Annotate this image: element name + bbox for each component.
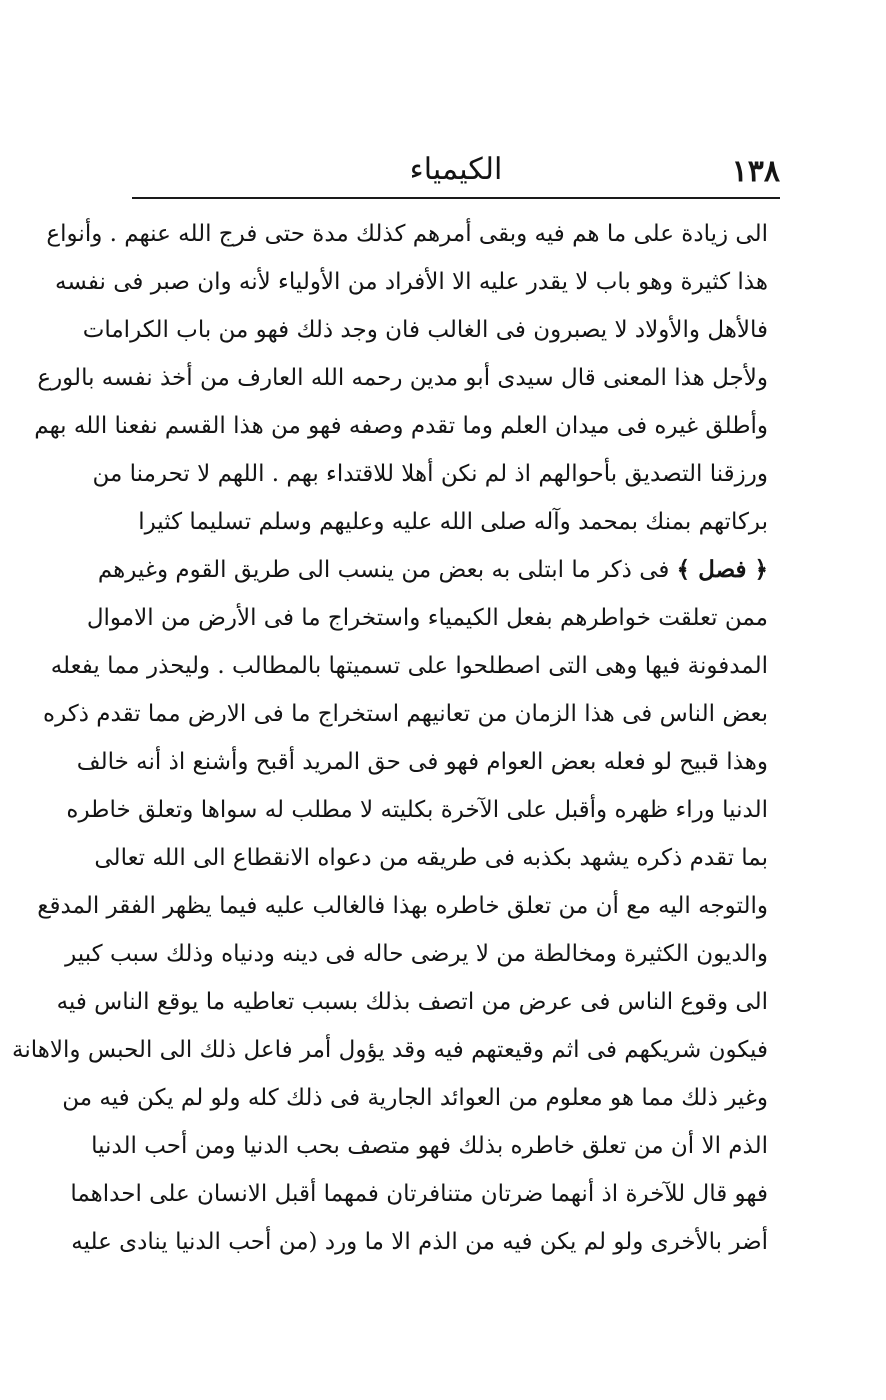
text-line: هذا كثيرة وهو باب لا يقدر عليه الا الأفراد من الأولياء لأنه وان صبر فى نفسه <box>55 269 768 295</box>
text-line: وغير ذلك مما هو معلوم من العوائد الجارية فى ذلك كله ولو لم يكن فيه من <box>62 1085 768 1111</box>
text-line: ولأجل هذا المعنى قال سيدى أبو مدين رحمه الله العارف من أخذ نفسه بالورع <box>37 365 768 391</box>
text-line: المدفونة فيها وهى التى اصطلحوا على تسميتها بالمطالب . وليحذر مما يفعله <box>50 653 768 679</box>
text-line: الذم الا أن من تعلق خاطره بذلك فهو متصف بحب الدنيا ومن أحب الدنيا <box>91 1133 768 1159</box>
body-text <box>12 210 768 1266</box>
text-line: بما تقدم ذكره يشهد بكذبه فى طريقه من دعواه الانقطاع الى الله تعالى <box>94 845 768 871</box>
text-line: الى وقوع الناس فى عرض من اتصف بذلك بسبب تعاطيه ما يوقع الناس فيه <box>56 989 768 1015</box>
header-rule <box>132 197 780 199</box>
text-line: والتوجه اليه مع أن من تعلق خاطره بهذا فالغالب عليه فيما يظهر الفقر المدقع <box>37 893 768 919</box>
text-line: فهو قال للآخرة اذ أنهما ضرتان متنافرتان فمهما أقبل الانسان على احداهما <box>70 1181 768 1207</box>
text-line: وهذا قبيح لو فعله بعض العوام فهو فى حق المريد أقبح وأشنع اذ أنه خالف <box>76 749 768 775</box>
text-line: ورزقنا التصديق بأحوالهم اذ لم نكن أهلا للاقتداء بهم . اللهم لا تحرمنا من <box>92 461 768 487</box>
text-line: وأطلق غيره فى ميدان العلم وما تقدم وصفه فهو من هذا القسم نفعنا الله بهم <box>34 413 768 439</box>
text-line: فالأهل والأولاد لا يصبرون فى الغالب فان وجد ذلك فهو من باب الكرامات <box>82 317 768 343</box>
section-first-line <box>97 546 768 594</box>
text-line: الدنيا وراء ظهره وأقبل على الآخرة بكليته لا مطلب له سواها وتعلق خاطره <box>66 797 768 823</box>
text-line: بعض الناس فى هذا الزمان من تعانيهم استخراج ما فى الارض مما تقدم ذكره <box>43 701 768 727</box>
text-line: فيكون شريكهم فى اثم وقيعتهم فيه وقد يؤول أمر فاعل ذلك الى الحبس والاهانة <box>12 1037 768 1063</box>
section-heading: ﴿ فصل ﴾ <box>676 556 768 583</box>
text-line: والديون الكثيرة ومخالطة من لا يرضى حاله فى دينه ودنياه وذلك سبب كبير <box>65 941 768 967</box>
running-title: الكيمياء <box>409 152 503 187</box>
page-header <box>132 152 780 192</box>
text-line: أضر بالأخرى ولو لم يكن فيه من الذم الا ما ورد (من أحب الدنيا ينادى عليه <box>71 1229 768 1255</box>
text-line: الى زيادة على ما هم فيه وبقى أمرهم كذلك مدة حتى فرج الله عنهم . وأنواع <box>46 221 768 247</box>
section-first-line-text: فى ذكر ما ابتلى به بعض من ينسب الى طريق القوم وغيرهم <box>97 557 670 583</box>
text-line: ممن تعلقت خواطرهم بفعل الكيمياء واستخراج ما فى الأرض من الاموال <box>86 605 768 631</box>
page-number: ١٣٨ <box>731 154 780 189</box>
text-line: بركاتهم بمنك بمحمد وآله صلى الله عليه وعليهم وسلم تسليما كثيرا <box>138 509 768 535</box>
